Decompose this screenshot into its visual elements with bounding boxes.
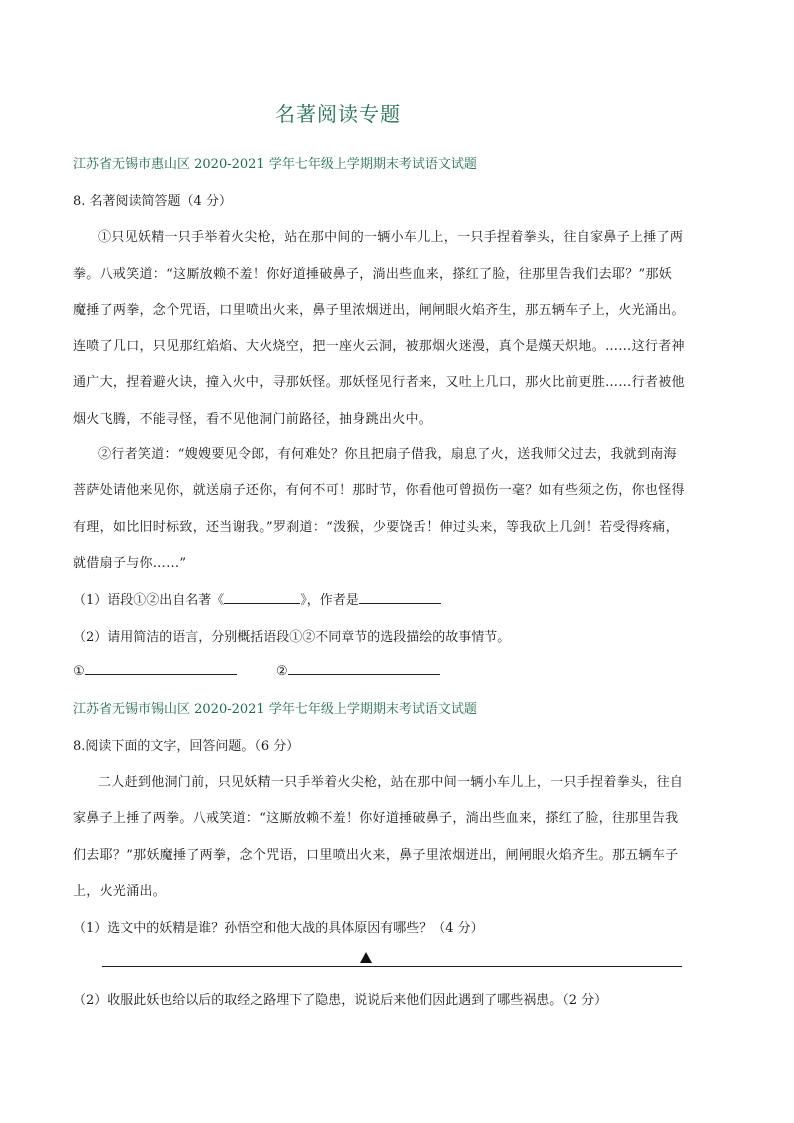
author-blank[interactable] [359, 591, 441, 604]
subquestion-1 [73, 589, 441, 608]
passage1-line: 拳。八戒笑道：“这厮放赖不羞！你好道捶破鼻子，淌出些血来，搽红了脸，往那里告我们去耶？”那妖 [73, 267, 673, 282]
passage1-line: ①只见妖精一只手举着火尖枪，站在那中间的一辆小车儿上，一只手捏着拳头，往自家鼻子上捶了两 [98, 230, 684, 245]
answer-blank-2[interactable] [288, 662, 440, 675]
subquestion-2: （2）请用简洁的语言，分别概括语段①②不同章节的选段描绘的故事情节。 [73, 630, 511, 645]
question-heading-2: 8.阅读下面的文字，回答问题。（6 分） [73, 739, 300, 754]
answer-row [73, 662, 237, 679]
answer-mark-1: ① [73, 664, 85, 679]
passage2-line: 有理，如比旧时标致，还当谢我。”罗刹道：“泼猴，少要饶舌！伸过头来，等我砍上几剑！若受得疼痛， [73, 520, 679, 535]
passage3-line: 家鼻子上捶了两拳。八戒笑道：“这厮放赖不羞！你好道捶破鼻子，淌出些血来，搽红了脸，往那里告我 [73, 811, 679, 826]
passage1-line: 烟火飞腾，不能寻怪，看不见他洞门前路径，抽身跳出火中。 [73, 412, 433, 427]
book-title-blank[interactable] [224, 591, 300, 604]
question-heading-1: 8. 名著阅读简答题（4 分） [73, 194, 232, 209]
triangle-marker-icon [360, 952, 372, 963]
subquestion-1-prefix: （1）语段①②出自名著《 [73, 593, 225, 608]
passage3-line: 们去耶？”那妖魔捶了两拳，念个咒语，口里喷出火来，鼻子里浓烟迸出，闸闸眼火焰齐生。那五辆车子 [73, 848, 679, 863]
page-title: 名著阅读专题 [275, 102, 401, 126]
passage3-line: 上，火光涌出。 [73, 884, 167, 899]
passage2-line: 就借扇子与你……” [73, 556, 187, 571]
source-line-1: 江苏省无锡市惠山区 2020-2021 学年七年级上学期期末考试语文试题 [73, 157, 477, 172]
passage2-line: 菩萨处请他来见你，就送扇子还你，有何不可！那时节，你看他可曾损伤一毫？如有些须之伤，你也怪得 [73, 483, 685, 498]
passage2-line: ②行者笑道：“嫂嫂要见令郎，有何难处？你且把扇子借我，扇息了火，送我师父过去，我就到南海 [98, 447, 677, 462]
passage3-line: 二人赶到他洞门前，只见妖精一只手举着火尖枪，站在那中间一辆小车儿上，一只手捏着拳头，往自 [98, 775, 684, 790]
answer-row-2 [276, 662, 440, 679]
subquestion-4: （2）收服此妖也给以后的取经之路埋下了隐患，说说后来他们因此遇到了哪些祸患。（2 分） [73, 993, 608, 1008]
subquestion-3: （1）选文中的妖精是谁？孙悟空和他大战的具体原因有哪些？（4 分） [73, 921, 484, 936]
answer-mark-2: ② [276, 664, 288, 679]
passage1-line: 魔捶了两拳，念个咒语，口里喷出火来，鼻子里浓烟迸出，闸闸眼火焰齐生，那五辆车子上，火光涌出。 [73, 303, 685, 318]
answer-line[interactable] [102, 966, 682, 967]
source-line-2: 江苏省无锡市锡山区 2020-2021 学年七年级上学期期末考试语文试题 [73, 702, 477, 717]
answer-blank-1[interactable] [85, 662, 237, 675]
subquestion-1-middle: 》，作者是 [300, 593, 359, 608]
passage1-line: 连喷了几口，只见那红焰焰、大火烧空，把一座火云洞，被那烟火迷漫，真个是熯天炽地。……这行者神 [73, 339, 685, 354]
passage1-line: 通广大，捏着避火诀，撞入火中，寻那妖怪。那妖怪见行者来，又吐上几口，那火比前更胜……行者被他 [73, 375, 685, 390]
